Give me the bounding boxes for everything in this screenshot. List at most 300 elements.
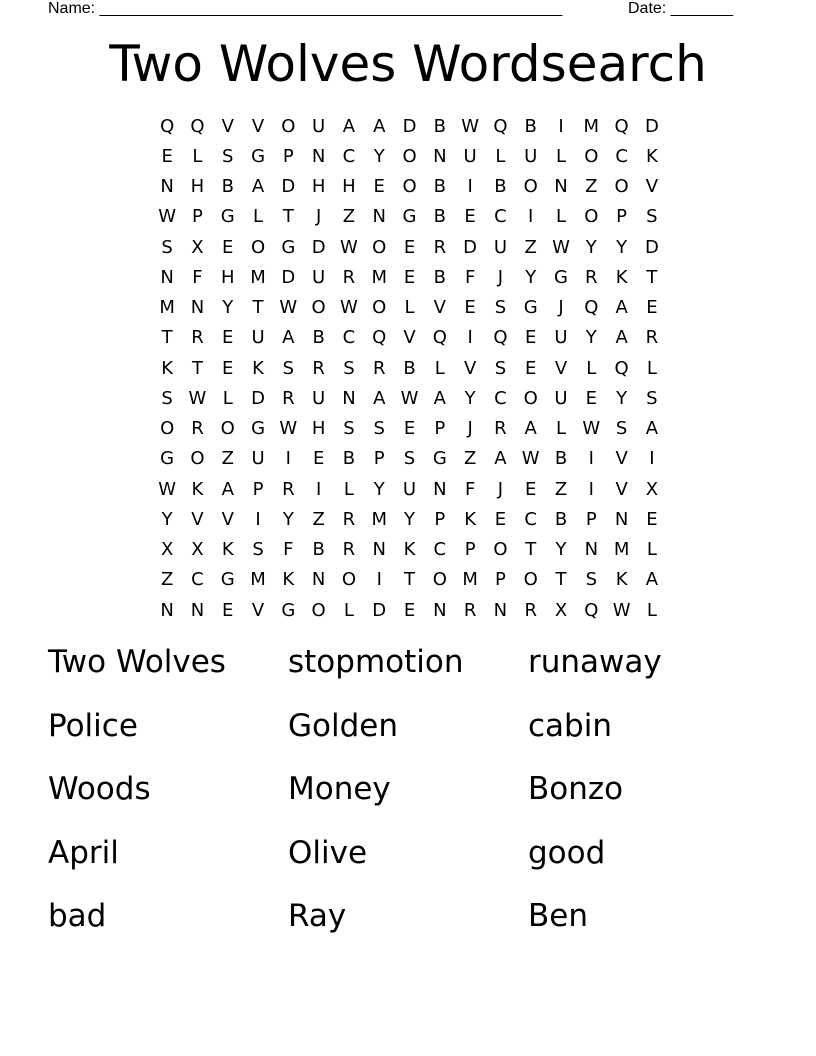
grid-letter: Y — [585, 236, 597, 258]
grid-letter: J — [315, 206, 322, 228]
grid-letter: B — [433, 266, 446, 288]
grid-letter: J — [558, 297, 564, 319]
grid-letter: I — [528, 206, 534, 228]
grid-letter: P — [616, 206, 628, 228]
grid-letter: U — [554, 387, 568, 409]
grid-letter: O — [584, 145, 599, 167]
grid-letter: G — [523, 297, 538, 319]
grid-letter: E — [585, 387, 597, 409]
grid-letter: N — [433, 145, 447, 167]
grid-letter: W — [552, 236, 570, 258]
grid-letter: X — [645, 478, 659, 500]
grid-letter: D — [311, 236, 326, 258]
grid-letter: A — [373, 115, 386, 137]
grid-letter: O — [311, 297, 326, 319]
grid-letter: A — [645, 418, 659, 440]
grid-letter: T — [646, 266, 658, 288]
grid-letter: M — [371, 508, 387, 530]
grid-letter: C — [494, 206, 507, 228]
grid-letter: I — [255, 508, 261, 530]
grid-letter: W — [279, 418, 298, 440]
grid-letter: K — [161, 357, 174, 379]
grid-letter: Z — [554, 478, 568, 500]
grid-letter: N — [342, 387, 356, 409]
grid-letter: D — [402, 115, 417, 137]
grid-letter: O — [220, 418, 235, 440]
grid-letter: D — [281, 176, 296, 198]
grid-letter: Z — [160, 569, 174, 591]
grid-letter: L — [646, 539, 657, 561]
grid-letter: Y — [464, 387, 476, 409]
grid-letter: I — [558, 115, 564, 137]
grid-letter: Q — [614, 115, 629, 137]
grid-letter: E — [222, 327, 234, 349]
grid-letter: U — [524, 145, 538, 167]
grid-letter: S — [282, 357, 295, 379]
grid-letter: L — [192, 145, 203, 167]
grid-letter: S — [646, 206, 658, 228]
grid-letter: N — [311, 569, 326, 591]
grid-letter: L — [586, 357, 597, 379]
grid-letter: S — [585, 569, 598, 591]
grid-letter: W — [158, 478, 177, 500]
grid-letter: R — [342, 266, 356, 288]
grid-letter: W — [340, 297, 358, 319]
grid-letter: Z — [524, 236, 537, 258]
grid-letter: E — [464, 297, 476, 319]
grid-letter: Q — [584, 599, 599, 621]
word-list-item: Woods — [48, 771, 151, 807]
grid-letter: U — [312, 266, 326, 288]
grid-letter: R — [342, 508, 356, 530]
grid-letter: Q — [190, 115, 205, 137]
grid-letter: Y — [525, 266, 537, 288]
grid-letter: R — [282, 478, 295, 500]
grid-letter: R — [282, 387, 295, 409]
grid-letter: S — [646, 387, 658, 409]
grid-letter: G — [251, 418, 266, 440]
grid-letter: O — [432, 569, 447, 591]
grid-letter: L — [495, 145, 506, 167]
grid-letter: E — [646, 297, 658, 319]
grid-letter: V — [403, 327, 416, 349]
grid-letter: W — [582, 418, 601, 440]
grid-letter: T — [252, 297, 264, 319]
grid-letter: A — [615, 327, 628, 349]
grid-letter: H — [342, 176, 356, 198]
grid-letter: I — [285, 448, 291, 470]
grid-letter: P — [282, 145, 294, 167]
grid-letter: A — [494, 448, 507, 470]
grid-letter: I — [376, 569, 382, 591]
grid-letter: O — [584, 206, 599, 228]
grid-letter: C — [433, 539, 447, 561]
grid-letter: K — [282, 569, 295, 591]
grid-letter: R — [524, 599, 537, 621]
grid-letter: S — [494, 297, 507, 319]
grid-letter: N — [160, 599, 174, 621]
grid-letter: O — [493, 539, 508, 561]
grid-letter: E — [222, 599, 234, 621]
grid-letter: E — [403, 266, 416, 288]
grid-letter: J — [467, 418, 473, 440]
grid-letter: Y — [161, 508, 173, 530]
grid-letter: E — [403, 418, 416, 440]
grid-letter: V — [645, 176, 659, 198]
grid-letter: S — [373, 418, 385, 440]
grid-letter: I — [588, 478, 594, 500]
grid-letter: G — [160, 448, 175, 470]
grid-letter: L — [555, 206, 567, 228]
grid-letter: W — [279, 297, 298, 319]
grid-letter: N — [554, 176, 568, 198]
grid-letter: E — [525, 327, 537, 349]
grid-letter: N — [160, 266, 174, 288]
grid-letter: B — [554, 508, 568, 530]
grid-letter: M — [250, 569, 266, 591]
grid-letter: P — [494, 569, 506, 591]
grid-letter: E — [161, 145, 173, 167]
grid-letter: D — [281, 266, 296, 288]
grid-letter: V — [221, 115, 234, 137]
grid-letter: C — [191, 569, 204, 591]
letter-grid — [152, 111, 667, 625]
grid-letter: Q — [493, 115, 508, 137]
grid-letter: A — [221, 478, 234, 500]
grid-letter: V — [463, 357, 477, 379]
grid-letter: E — [525, 357, 537, 379]
grid-letter: U — [402, 478, 417, 500]
word-list-item: Ben — [528, 898, 588, 934]
name-field-label: Name: ____________________________________________________ — [48, 0, 563, 17]
grid-letter: Y — [404, 508, 416, 530]
word-list-item: Two Wolves — [48, 644, 226, 680]
grid-letter: W — [521, 448, 540, 470]
grid-letter: R — [645, 327, 659, 349]
grid-letter: R — [312, 357, 325, 379]
grid-letter: N — [311, 145, 326, 167]
grid-letter: H — [220, 266, 235, 288]
grid-letter: J — [497, 266, 504, 288]
grid-letter: Q — [614, 357, 629, 379]
grid-letter: B — [312, 327, 325, 349]
grid-letter: A — [342, 115, 356, 137]
grid-letter: O — [614, 176, 629, 198]
grid-letter: E — [525, 478, 537, 500]
grid-letter: N — [190, 599, 205, 621]
grid-letter: O — [341, 569, 357, 591]
grid-letter: O — [190, 448, 205, 470]
grid-letter: H — [190, 176, 205, 198]
grid-letter: Q — [432, 327, 447, 349]
grid-letter: P — [585, 508, 597, 530]
grid-letter: H — [311, 176, 326, 198]
grid-letter: Q — [160, 115, 175, 137]
grid-letter: A — [251, 176, 265, 198]
word-list — [48, 640, 768, 958]
grid-letter: R — [433, 236, 447, 258]
grid-letter: S — [343, 418, 355, 440]
grid-letter: G — [281, 599, 296, 621]
grid-letter: E — [403, 599, 416, 621]
grid-letter: G — [281, 236, 296, 258]
grid-letter: V — [615, 478, 628, 500]
grid-letter: R — [191, 418, 204, 440]
grid-letter: W — [461, 115, 480, 137]
grid-letter: D — [463, 236, 478, 258]
grid-letter: T — [282, 206, 294, 228]
grid-letter: C — [342, 327, 356, 349]
header — [48, 0, 748, 20]
grid-letter: A — [524, 418, 537, 440]
grid-letter: N — [190, 297, 205, 319]
grid-letter: W — [400, 387, 419, 409]
grid-letter: B — [221, 176, 234, 198]
grid-letter: T — [161, 327, 173, 349]
grid-letter: C — [615, 145, 628, 167]
grid-letter: B — [554, 448, 568, 470]
grid-letter: E — [312, 448, 325, 470]
grid-letter: E — [403, 236, 416, 258]
grid-letter: H — [311, 418, 326, 440]
grid-letter: X — [554, 599, 568, 621]
grid-letter: M — [250, 266, 266, 288]
grid-letter: R — [494, 418, 507, 440]
grid-letter: X — [191, 539, 204, 561]
grid-letter: F — [464, 266, 476, 288]
date-field-label: Date: _______ — [628, 0, 733, 17]
grid-letter: B — [312, 539, 325, 561]
grid-letter: B — [433, 206, 446, 228]
grid-letter: Q — [372, 327, 387, 349]
grid-letter: N — [433, 599, 447, 621]
grid-letter: R — [585, 266, 598, 288]
grid-letter: Y — [585, 327, 597, 349]
grid-letter: W — [340, 236, 358, 258]
grid-letter: L — [646, 357, 657, 379]
grid-letter: L — [343, 599, 354, 621]
grid-letter: E — [222, 236, 234, 258]
grid-letter: L — [404, 297, 415, 319]
word-list-item: bad — [48, 898, 107, 934]
grid-letter: B — [433, 176, 446, 198]
grid-letter: O — [311, 599, 326, 621]
grid-letter: L — [555, 418, 567, 440]
grid-letter: U — [312, 387, 326, 409]
grid-letter: U — [463, 145, 477, 167]
grid-letter: I — [467, 327, 473, 349]
grid-letter: Z — [342, 206, 356, 228]
grid-letter: L — [646, 599, 657, 621]
grid-letter: A — [615, 297, 628, 319]
grid-letter: A — [433, 387, 446, 409]
grid-letter: V — [221, 508, 234, 530]
grid-letter: A — [645, 569, 659, 591]
grid-letter: L — [343, 478, 354, 500]
grid-letter: G — [220, 206, 235, 228]
grid-letter: K — [252, 357, 264, 379]
grid-letter: M — [159, 297, 175, 319]
word-list-item: runaway — [528, 644, 662, 680]
word-list-item: stopmotion — [288, 644, 464, 680]
grid-letter: B — [494, 176, 507, 198]
grid-letter: E — [464, 206, 476, 228]
grid-letter: Y — [555, 539, 567, 561]
word-list-item: Ray — [288, 898, 347, 934]
grid-letter: S — [161, 387, 173, 409]
grid-letter: Z — [312, 508, 325, 530]
grid-letter: O — [160, 418, 175, 440]
grid-letter: G — [554, 266, 568, 288]
grid-letter: T — [555, 569, 567, 591]
grid-letter: O — [281, 115, 296, 137]
grid-letter: E — [494, 508, 507, 530]
grid-letter: S — [252, 539, 264, 561]
grid-letter: L — [555, 145, 567, 167]
grid-letter: M — [613, 539, 630, 561]
grid-letter: N — [433, 478, 447, 500]
grid-letter: F — [283, 539, 294, 561]
grid-letter: T — [191, 357, 203, 379]
grid-letter: V — [191, 508, 204, 530]
grid-letter: K — [464, 508, 477, 530]
grid-letter: R — [463, 599, 477, 621]
grid-letter: N — [160, 176, 174, 198]
grid-letter: C — [494, 387, 507, 409]
grid-letter: K — [615, 266, 628, 288]
grid-letter: M — [371, 266, 387, 288]
grid-letter: K — [403, 539, 416, 561]
grid-letter: Q — [584, 297, 599, 319]
grid-letter: A — [282, 327, 295, 349]
grid-letter: F — [464, 478, 476, 500]
word-list-item: Olive — [288, 834, 368, 871]
grid-letter: V — [251, 599, 265, 621]
grid-letter: M — [462, 569, 478, 591]
grid-letter: O — [402, 145, 417, 167]
grid-letter: Y — [373, 478, 385, 500]
grid-letter: S — [343, 357, 355, 379]
grid-letter: N — [372, 539, 386, 561]
page-title: Two Wolves Wordsearch — [109, 35, 707, 93]
grid-letter: B — [524, 115, 537, 137]
grid-letter: Y — [373, 145, 385, 167]
grid-letter: U — [312, 115, 326, 137]
grid-letter: I — [588, 448, 594, 470]
grid-letter: A — [373, 387, 386, 409]
word-list-item: April — [48, 834, 119, 871]
grid-letter: O — [372, 297, 387, 319]
grid-letter: V — [251, 115, 265, 137]
grid-letter: J — [497, 478, 504, 500]
grid-letter: Z — [463, 448, 477, 470]
grid-letter: Y — [616, 387, 628, 409]
grid-letter: U — [251, 327, 265, 349]
grid-letter: Y — [222, 297, 234, 319]
grid-letter: G — [432, 448, 447, 470]
grid-letter: P — [464, 539, 476, 561]
grid-letter: K — [615, 569, 628, 591]
grid-letter: P — [434, 418, 446, 440]
grid-letter: V — [615, 448, 628, 470]
grid-letter: Z — [221, 448, 234, 470]
grid-letter: Y — [616, 236, 628, 258]
grid-letter: I — [315, 478, 322, 500]
grid-letter: K — [191, 478, 204, 500]
grid-letter: C — [524, 508, 537, 530]
grid-letter: P — [373, 448, 385, 470]
grid-letter: N — [372, 206, 386, 228]
grid-letter: V — [554, 357, 568, 379]
grid-letter: B — [433, 115, 446, 137]
grid-letter: F — [192, 266, 203, 288]
grid-letter: I — [467, 176, 473, 198]
grid-letter: K — [221, 539, 234, 561]
grid-letter: T — [404, 569, 416, 591]
grid-letter: P — [192, 206, 203, 228]
grid-letter: W — [158, 206, 177, 228]
grid-letter: R — [342, 539, 356, 561]
word-list-item: Bonzo — [528, 771, 624, 807]
grid-letter: P — [252, 478, 264, 500]
grid-letter: K — [645, 145, 658, 167]
grid-letter: Q — [493, 327, 508, 349]
grid-letter: S — [494, 357, 507, 379]
grid-letter: D — [372, 599, 387, 621]
word-list-item: cabin — [528, 707, 612, 744]
grid-letter: N — [584, 539, 599, 561]
word-list-item: Police — [48, 707, 138, 744]
grid-letter: X — [191, 236, 204, 258]
grid-letter: O — [523, 176, 538, 198]
grid-letter: O — [523, 387, 538, 409]
grid-letter: E — [373, 176, 385, 198]
grid-letter: S — [403, 448, 416, 470]
grid-letter: N — [493, 599, 508, 621]
grid-letter: P — [434, 508, 446, 530]
grid-letter: S — [222, 145, 234, 167]
grid-letter: G — [402, 206, 417, 228]
grid-letter: U — [251, 448, 265, 470]
grid-letter: G — [220, 569, 235, 591]
grid-letter: W — [188, 387, 207, 409]
grid-letter: N — [614, 508, 629, 530]
word-list-item: Golden — [288, 707, 398, 744]
grid-letter: L — [253, 206, 264, 228]
grid-letter: B — [342, 448, 356, 470]
grid-letter: R — [191, 327, 204, 349]
grid-letter: I — [649, 448, 655, 470]
grid-letter: L — [434, 357, 445, 379]
grid-letter: G — [251, 145, 266, 167]
grid-letter: E — [646, 508, 658, 530]
grid-letter: X — [160, 539, 174, 561]
grid-letter: D — [644, 236, 659, 258]
grid-letter: L — [222, 387, 233, 409]
grid-letter: S — [161, 236, 173, 258]
grid-letter: O — [250, 236, 266, 258]
grid-letter: O — [402, 176, 417, 198]
grid-letter: U — [554, 327, 568, 349]
grid-letter: Z — [585, 176, 598, 198]
grid-letter: S — [615, 418, 628, 440]
grid-letter: E — [222, 357, 234, 379]
grid-letter: O — [523, 569, 538, 591]
grid-letter: B — [403, 357, 416, 379]
grid-letter: M — [583, 115, 600, 137]
grid-letter: V — [433, 297, 446, 319]
grid-letter: T — [525, 539, 537, 561]
